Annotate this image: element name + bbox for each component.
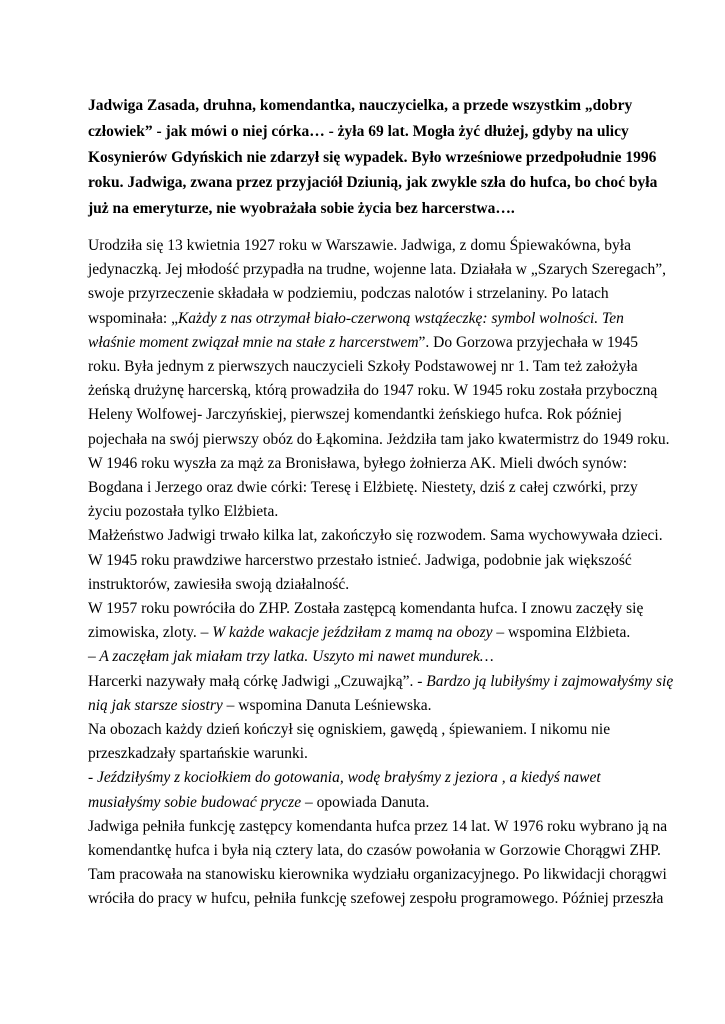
body-line xyxy=(88,260,666,280)
body-line xyxy=(88,647,494,667)
body-line xyxy=(88,284,609,304)
body-line xyxy=(88,405,622,425)
body-text: komendantkę hufca i była nią cztery lata, do czasów powołania w Gorzowie Chorągwi ZHP. xyxy=(88,842,661,859)
body-line xyxy=(88,454,627,474)
body-text: ”. Do Gorzowa przyjechała w 1945 xyxy=(418,333,639,351)
quote-text: – A zaczęłam jak miałam trzy latka. Uszyto mi nawet mundurek… xyxy=(88,648,494,666)
body-line xyxy=(88,357,638,377)
body-line xyxy=(88,623,630,643)
body-line xyxy=(88,817,667,837)
quote-text: nią jak starsze siostry xyxy=(88,696,223,714)
body-text: Urodziła się 13 kwietnia 1927 roku w Warszawie. Jadwiga, z domu Śpiewakówna, była xyxy=(88,237,631,254)
body-line xyxy=(88,381,657,401)
body-text: – opowiada Danuta. xyxy=(301,793,430,811)
body-text: roku. Była jednym z pierwszych nauczycieli Szkoły Podstawowej nr 1. Tam też założyła xyxy=(88,358,638,375)
body-line xyxy=(88,502,278,522)
body-text: wspominała: „ xyxy=(88,309,178,327)
body-line xyxy=(88,720,610,740)
body-text: swoje przyrzeczenie składała w podziemiu, podczas nalotów i strzelaniny. Po latach xyxy=(88,285,609,303)
quote-text: Każdy z nas otrzymał biało-czerwoną wstąźeczkę: symbol wolności. Ten xyxy=(177,309,624,327)
body-text: zimowiska, zloty. – xyxy=(88,624,213,642)
intro-line: roku. Jadwiga, zwana przez przyjaciół Dziunią, jak zwykle szła do hufca, bo choć była xyxy=(88,174,658,191)
body-line xyxy=(88,551,632,571)
body-line xyxy=(88,575,349,595)
body-text: Małżeństwo Jadwigi trwało kilka lat, zakończyło się rozwodem. Sama wychowywała dzieci. xyxy=(88,527,663,545)
body-line xyxy=(88,478,638,498)
body-text: W 1957 roku powróciła do ZHP. Została zastępcą komendanta hufca. I znowu zaczęły się xyxy=(88,600,644,617)
body-text: przeszkadzały spartańskie warunki. xyxy=(88,745,308,763)
body-text: Jadwiga pełniła funkcję zastępcy komendanta hufca przez 14 lat. W 1976 roku wybrano ją na xyxy=(88,817,668,835)
body-line xyxy=(88,430,670,450)
body-text: Heleny Wolfowej- Jarczyńskiej, pierwszej komendantki żeńskiego hufca. Rok później xyxy=(88,406,622,424)
quote-text: Bardzo ją lubiłyśmy i zajmowałyśmy się xyxy=(426,672,674,690)
body-text: – wspomina Danuta Leśniewska. xyxy=(222,696,432,714)
intro-line: człowiek” - jak mówi o niej córka… - żyła 69 lat. Mogła żyć dłużej, gdyby na ulicy xyxy=(88,123,629,140)
body-text: żeńską drużynę harcerską, którą prowadziła do 1947 roku. W 1945 roku została przyboczną xyxy=(88,382,658,400)
body-line xyxy=(88,744,308,764)
quote-text: musiałyśmy sobie budować prycze xyxy=(88,793,302,811)
body-text: – wspomina Elżbieta. xyxy=(492,624,631,642)
body-line xyxy=(88,599,643,619)
body-text: Harcerki nazywały małą córkę Jadwigi „Czuwajką”. - xyxy=(88,672,427,690)
body-line xyxy=(88,696,432,716)
quote-text: W każde wakacje jeździłam z mamą na obozy xyxy=(212,624,493,642)
body-line xyxy=(88,889,663,909)
intro-line: już na emeryturze, nie wyobrażała sobie życia bez harcerstwa…. xyxy=(88,200,515,217)
quote-text: właśnie moment związał mnie na stałe z harcerstwem xyxy=(88,333,419,351)
body-text: W 1945 roku prawdziwe harcerstwo przestało istnieć. Jadwiga, podobnie jak większość xyxy=(88,551,632,569)
body-line xyxy=(88,236,631,256)
body-line xyxy=(88,865,667,885)
body-text: Tam pracowała na stanowisku kierownika wydziału organizacyjnego. Po likwidacji chorągwi xyxy=(88,866,667,884)
body-text: Na obozach każdy dzień kończył się ogniskiem, gawędą , śpiewaniem. I nikomu nie xyxy=(88,721,611,738)
body-line xyxy=(88,768,601,788)
intro-line: Kosynierów Gdyńskich nie zdarzył się wypadek. Było wrześniowe przedpołudnie 1996 xyxy=(88,149,657,166)
body-text: pojechała na swój pierwszy obóz do Łąkomina. Jeżdziła tam jako kwatermistrz do 1949 roku. xyxy=(88,430,670,448)
body-line xyxy=(88,309,624,329)
body-text: Bogdana i Jerzego oraz dwie córki: Teresę i Elżbietę. Niestety, dziś z całej czwórki, przy xyxy=(88,479,638,496)
body-line xyxy=(88,841,661,861)
quote-text: - Jeździłyśmy z kociołkiem do gotowania, wodę brałyśmy z jeziora , a kiedyś nawet xyxy=(88,769,601,787)
body-text: wróciła do pracy w hufcu, pełniła funkcję szefowej zespołu programowego. Później przeszła xyxy=(88,890,664,908)
body-text: W 1946 roku wyszła za mąż za Bronisława, byłego żołnierza AK. Mieli dwóch synów: xyxy=(88,454,628,472)
body-text: instruktorów, zawiesiła swoją działalność. xyxy=(88,575,350,593)
body-line xyxy=(88,793,429,813)
body-text: jedynaczką. Jej młodość przypadła na trudne, wojenne lata. Działała w „Szarych Szeregach”, xyxy=(88,261,666,279)
body-text: życiu pozostała tylko Elżbieta. xyxy=(88,503,279,521)
body-line xyxy=(88,672,673,692)
body-line xyxy=(88,526,663,546)
intro-line: Jadwiga Zasada, druhna, komendantka, nauczycielka, a przede wszystkim „dobry xyxy=(88,97,633,114)
body-line xyxy=(88,333,638,353)
